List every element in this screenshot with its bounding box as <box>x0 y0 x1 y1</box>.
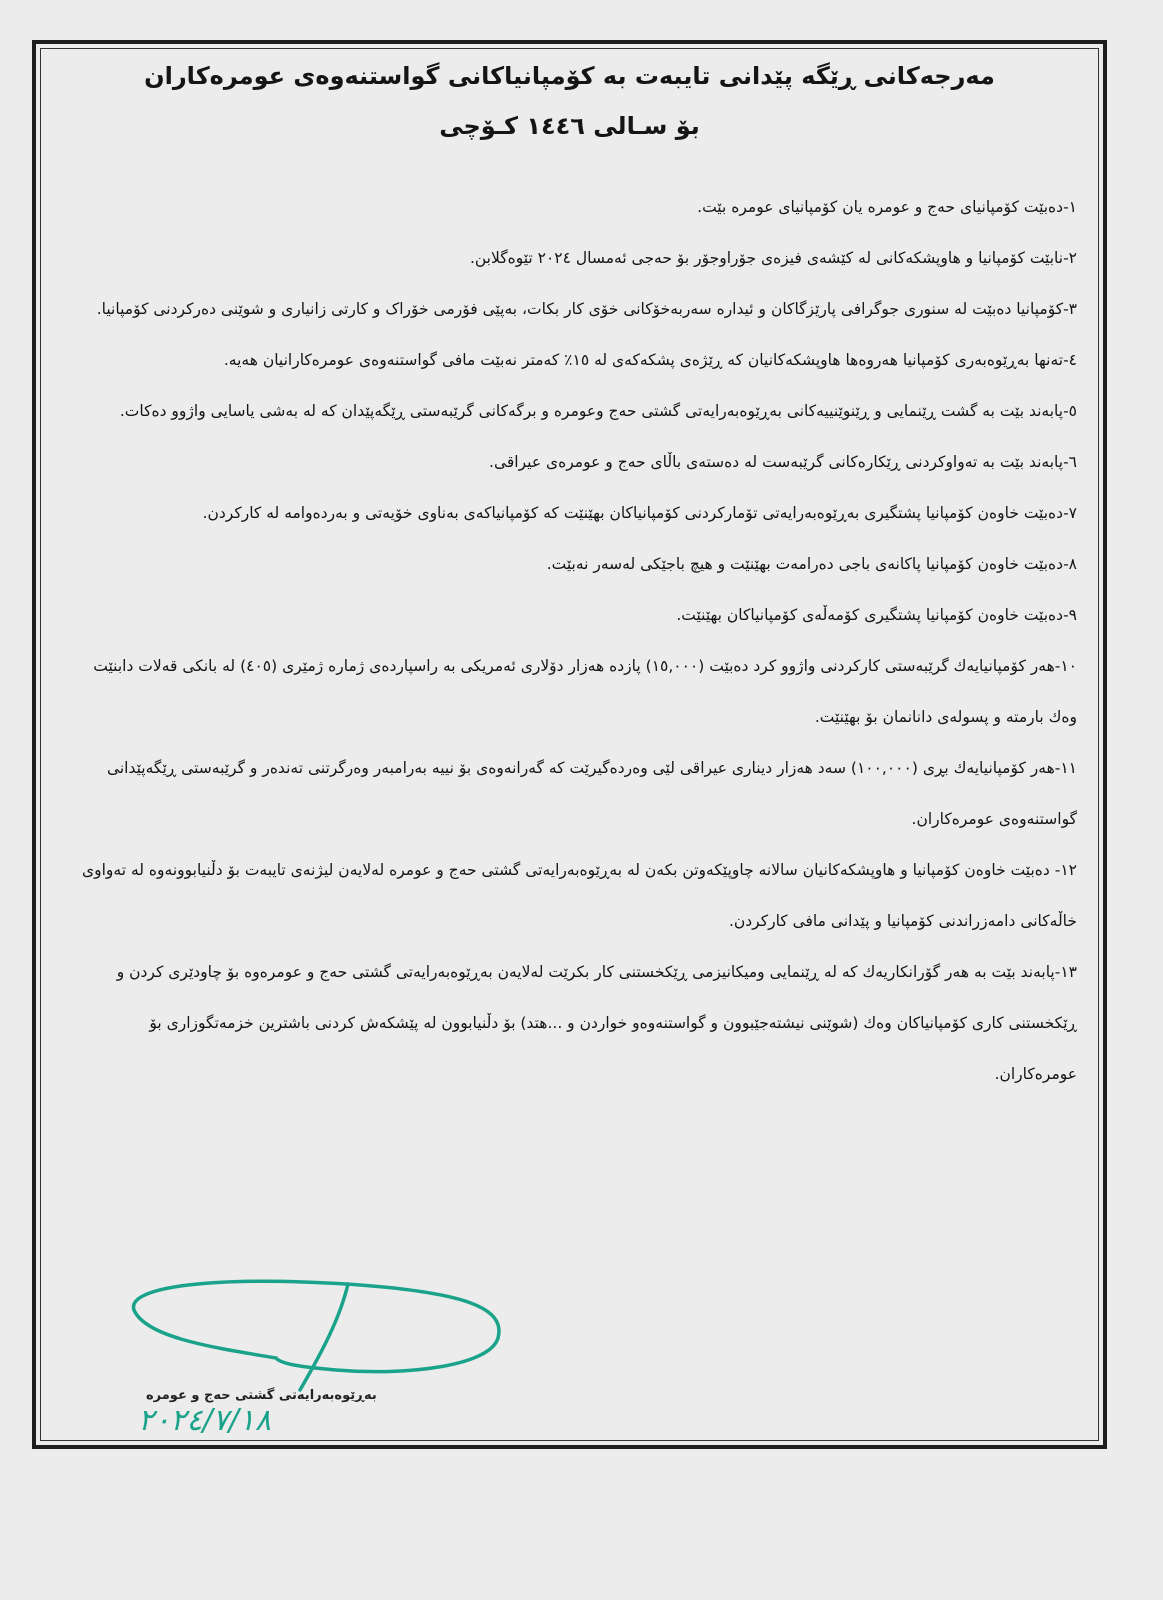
clause-1: ١-دەبێت کۆمپانیای حەج و عومرە یان کۆمپانیای عومرە بێت. <box>697 198 1077 216</box>
clause-list <box>68 182 1077 1100</box>
clause-2: ٢-نابێت کۆمپانیا و هاوپشکەکانی لە کێشەی فیزەی جۆراوجۆر بۆ حەجی ئەمسال ٢٠٢٤ تێوەگلابن. <box>469 249 1077 267</box>
signature-mark-icon <box>86 1248 506 1408</box>
clause-10: ١٠-هەر کۆمپانیایەك گرێبەستی کارکردنی واژوو کرد دەبێت (١٥,٠٠٠) پازدە هەزار دۆلاری ئەمریکی بە راسپاردەی ژمارە ژمێری (٤٠٥) لە بانکی قەلات دابنێت وەك بارمتە و پسولەی دانانمان بۆ بهێنێت. <box>93 657 1077 726</box>
signature-department: بەڕێوەبەرایەتی گشتی حەج و عومرە <box>146 1388 377 1403</box>
clause-12: ١٢- دەبێت خاوەن کۆمپانیا و هاوپشکەکانیان سالانە چاوپێکەوتن بکەن لە بەڕێوەبەرایەتی گشتی حەج و عومرە لەلایەن لیژنەی تایبەت بۆ دڵنیابوونەوە لە تەواوی خاڵەکانی دامەزراندنی کۆمپانیا و پێدانی مافی کارکردن. <box>81 861 1077 930</box>
signature-block <box>86 1248 506 1438</box>
clause-5: ٥-پابەند بێت بە گشت ڕێنمایی و ڕێنوێنییەکانی بەڕێوەبەرایەتی گشتی حەج وعومرە و برگەکانی گرێبەستی ڕێگەپێدان کە لە بەشی یاسایی واژوو دەکات. <box>119 402 1077 420</box>
clause-11: ١١-هەر کۆمپانیایەك بڕی (١٠٠,٠٠٠) سەد هەزار دیناری عیراقی لێی وەردەگیرێت کە گەرانەوەی بۆ نییە بەرامبەر وەرگرتنی تەندەر و گرێبەستی ڕێگەپێدانی گواستنەوەی عومرەکاران. <box>106 759 1077 828</box>
signature-date: ٢٠٢٤/٧/١٨ <box>138 1403 272 1438</box>
clause-7: ٧-دەبێت خاوەن کۆمپانیا پشتگیری بەڕێوەبەرایەتی تۆمارکردنی کۆمپانیاکان بهێنێت کە کۆمپانیاکەی بەناوی خۆیەتی و بەردەوامە لە کارکردن. <box>202 504 1077 522</box>
document-page <box>40 48 1099 1441</box>
clause-4: ٤-تەنها بەڕێوەبەری کۆمپانیا هەروەها هاوپشکەکانیان کە ڕێژەی پشکەکەی لە ١٥٪ کەمتر نەبێت مافی گواستنەوەی عومرەکارانیان هەیە. <box>223 351 1077 369</box>
clause-13: ١٣-پابەند بێت بە هەر گۆرانکاریەك کە لە ڕێنمایی ومیکانیزمی ڕێکخستنی کار بکرێت لەلایەن بەڕێوەبەرایەتی گشتی حەج و عومرەوە بۆ چاودێری کردن و ڕێکخستنی کاری کۆمپانیاکان وەك (شوێنی نیشتەجێبوون و گواستنەوەو خواردن و ...هتد) بۆ دڵنیابوون لە پێشکەش کردنی باشترین خزمەتگوزاری بۆ عومرەکاران. <box>116 963 1077 1083</box>
document-title: مەرجەکانی ڕێگە پێدانی تایبەت بە کۆمپانیاکانی گواستنەوەی عومرەکاران <box>144 62 995 90</box>
clause-9: ٩-دەبێت خاوەن کۆمپانیا پشتگیری کۆمەڵەی کۆمپانیاکان بهێنێت. <box>676 606 1077 624</box>
clause-8: ٨-دەبێت خاوەن کۆمپانیا پاکانەی باجی دەرامەت بهێنێت و هیچ باجێکی لەسەر نەبێت. <box>546 555 1077 573</box>
clause-3: ٣-کۆمپانیا دەبێت لە سنوری جوگرافی پارێزگاکان و ئیدارە سەربەخۆکانی خۆی کار بکات، بەپێی فۆرمی خۆراک و کارتی زانیاری و شوێنی دەرکردنی کۆمپانیا. <box>96 300 1077 318</box>
document-subtitle: بۆ سـالی ١٤٤٦ کـۆچی <box>439 112 700 140</box>
clause-6: ٦-پابەند بێت بە تەواوکردنی ڕێکارەکانی گرێبەست لە دەستەی باڵای حەج و عومرەی عیراقی. <box>489 453 1077 471</box>
